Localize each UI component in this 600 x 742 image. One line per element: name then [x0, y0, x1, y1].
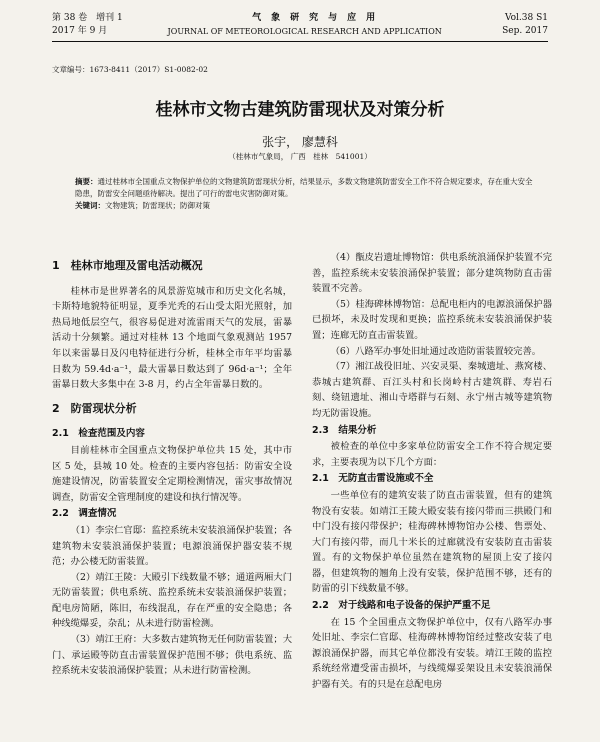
section-2-1-heading: 2.1 检查范围及内容 [52, 428, 145, 440]
journal-name-en: JOURNAL OF METEOROLOGICAL RESEARCH AND APPLICATION [167, 27, 442, 36]
site-item-5: （5）桂海碑林博物馆：总配电柜内的电源浪涌保护器已损坏，未及时发现和更换；监控系统未安装浪涌保护装置；连廊无防直击雷装置。 [312, 298, 552, 341]
date-right: Sep. 2017 [502, 26, 548, 36]
subsection-2-heading: 2.2 对于线路和电子设备的保护严重不足 [312, 600, 491, 612]
left-column [52, 250, 292, 679]
section-1-paragraph: 桂林市是世界著名的风景游览城市和历史文化名城，卡斯特地貌特征明显，夏季光秃的石山受太阳光照射，加热局地低层空气，很容易促进对流雷雨天气的发展，雷暴活动十分频繁。通过对桂林 13 个地面气象观测站 1957 年以来雷暴日及闪电特征进行分析，桂林全市年平均雷暴日数为 59.4d·a⁻¹，最大雷暴日数达到了 96d·a⁻¹；全年雷暴日数大多集中在 3-8 月，约占全年雷暴日数的。 [52, 285, 292, 391]
paper-title: 桂林市文物古建筑防雷现状及对策分析 [155, 100, 445, 120]
site-item-3: （3）靖江王府：大多数古建筑物无任何防雷装置；大门、承运殿等防直击雷装置保护范围不够；供电系统、监控系统未安装浪涌保护装置；从未进行防雷检测。 [52, 634, 292, 677]
site-item-4: （4）甑皮岩遗址博物馆：供电系统浪涌保护装置不完善，监控系统未安装浪涌保护装置；部分建筑物防直击雷装置不完善。 [312, 252, 552, 295]
section-1-heading: 1 桂林市地理及雷电活动概况 [52, 259, 203, 272]
abstract [75, 176, 535, 212]
section-2-heading: 2 防雷现状分析 [52, 401, 137, 415]
header-rule [52, 41, 548, 42]
right-column [312, 250, 552, 693]
affiliation: （桂林市气象局， 广西 桂林 541001） [228, 152, 372, 161]
volume-right: Vol.38 S1 [504, 13, 548, 23]
section-2-1-paragraph: 目前桂林市全国重点文物保护单位共 15 处，其中市区 5 处，县城 10 处。检查的主要内容包括：防雷安全设施建设情况，防雷装置安全定期检测情况，雷灾事故情况调查，防雷安全管理制度的建设和执行情况等。 [52, 444, 292, 503]
keywords-block [75, 200, 535, 212]
date-left: 2017 年 9 月 [52, 26, 108, 36]
abstract-text: 通过桂林市全国重点文物保护单位的文物建筑防雷现状分析，结果显示，多数文物建筑防雷安全工作不符合规定要求，存在重大安全隐患，防雷安全问题亟待解决。提出了可行的雷电灾害防御对策。 [75, 177, 533, 198]
journal-name-cn: 气 象 研 究 与 应 用 [252, 13, 376, 23]
section-2-3-paragraph: 被检查的单位中多家单位防雷安全工作不符合规定要求，主要表现为以下几个方面： [312, 441, 552, 468]
site-item-2: （2）靖江王陵：大殿引下线数量不够；通道两厢大门无防雷装置；供电系统、监控系统未安装浪涌保护装置；配电房简陋，陈旧，布线混乱，存在严重的安全隐患；各种线缆爆妥，杂乱；从未进行防雷检测。 [52, 571, 292, 630]
authors: 张宇， 廖慧科 [262, 135, 338, 149]
abstract-block [75, 176, 535, 200]
keywords-text: 文物建筑；防雷现状；防御对策 [105, 201, 210, 210]
article-number: 文章编号：1673-8411（2017）S1-0082-02 [52, 65, 208, 74]
abstract-label: 摘要： [75, 177, 98, 186]
subsection-1-paragraph: 一些单位有的建筑安装了防直击雷装置，但有的建筑物没有安装。如靖江王陵大殿安装有接闪带而三拱殿门和中门没有接闪带保护；桂海碑林博物馆办公楼、售票处、大门有接闪带，而几十米长的过廊就没有安装防直击雷装置。有的文物保护单位虽然在建筑物的屋顶上安了接闪器，但建筑物的翘角上没有安装，保护范围不够，还有的防雷的引下线数量不够。 [312, 489, 552, 595]
section-2-2-heading: 2.2 调查情况 [52, 508, 117, 520]
subsection-2-paragraph: 在 15 个全国重点文物保护单位中，仅有八路军办事处旧址、李宗仁官邸、桂海碑林博物馆经过整改安装了电源浪涌保护器，而其它单位都没有安装。靖江王陵的监控系统经常遭受雷击损坏，与线缆爆妥架设且未安装浪涌保护器有关。有的只是在总配电房 [312, 616, 552, 691]
running-header [52, 12, 548, 42]
site-item-1: （1）李宗仁官邸：监控系统未安装浪涌保护装置；各建筑物未安装浪涌保护装置；电源浪涌保护器安装不规范；办公楼无防雷装置。 [52, 524, 292, 568]
volume-left: 第 38 卷 增刊 1 [52, 13, 123, 23]
subsection-1-heading: 2.1 无防直击雷设施或不全 [312, 473, 434, 485]
section-2-3-heading: 2.3 结果分析 [312, 424, 377, 436]
site-item-7: （7）湘江战役旧址、兴安灵渠、秦城遗址、燕窝楼、恭城古建筑群、百江头村和长岗岭村古建筑群、寿岩石刻、绕钮遗址、湘山寺塔群与石刻、永宁州古城等建筑物均无防雷设施。 [312, 361, 552, 419]
keywords-label: 关键词： [75, 201, 105, 210]
site-item-6: （6）八路军办事处旧址通过改造防雷装置较完善。 [330, 345, 542, 357]
